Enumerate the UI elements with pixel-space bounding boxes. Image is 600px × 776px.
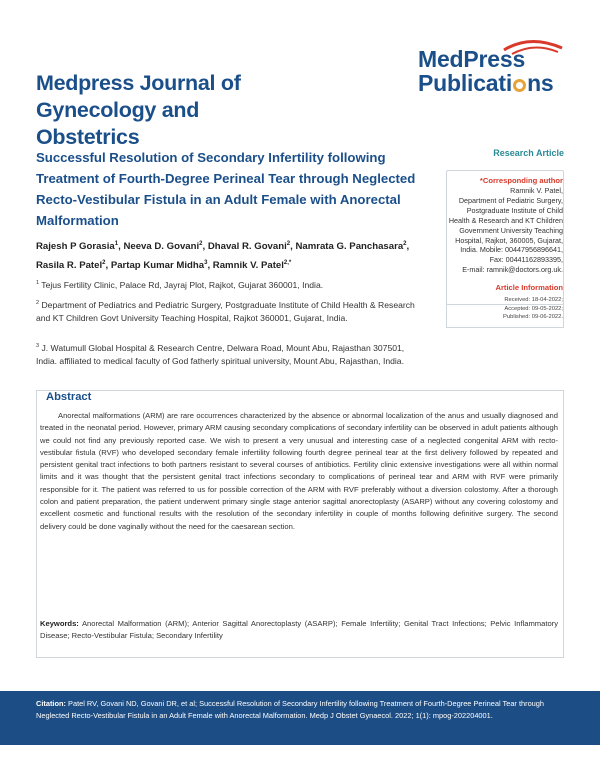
corresponding-email[interactable]: E-mail: ramnik@doctors.org.uk.	[462, 265, 563, 275]
affiliation-3: $^3$ J. Watumull Global Hospital & Research Centre, Delwara Road, Mount Abu, Rajasthan 307501, India. affiliated to medical faculty of God fatherly spiritual university, Mount Abu, Rajasthan, India.	[36, 342, 405, 367]
logo-text-publications: Publicati ns	[418, 70, 554, 96]
author-name: Rajesh P Gorasia	[36, 241, 115, 253]
logo-o-icon	[513, 79, 526, 92]
paper-title: Successful Resolution of Secondary Infertility following Treatment of Fourth-Degree Perineal Tear through Neglected Recto-Vestibular Fistula in an Adult Female with Anorectal Malformation	[36, 150, 416, 228]
author-name: Partap Kumar Midha	[110, 260, 205, 272]
abstract-text: Anorectal malformations (ARM) are rare occurrences characterized by the absence or abnormal localization of the anus and usually diagnosed and treated in the neonatal period. However, primary ARM causing secondary complications of secondary infertility can be observed in adult patients although we could not find any previously reported case. We wish to present a very unusual and interesting case of a neglected congenital ARM with recto-vestibular fistula (RVF) who developed secondary female infertility following fourth degree perineal tear at the first delivery followed by repeated and persistent genital tract infections to both partners resistant to several courses of antibiotics. Fertility clinic extensive investigations were all within normal limits and it was thought that the persistent genital tract infections secondary to complications of perineal tear and ARM with RVF were primarily responsible for it. The patient was referred to us for possible correction of the ARM with RVF preferably without a diversion colostomy. After a thorough colon and patient preparation, the patient underwent primary single stage anterior sagittal anorectoplasty (ASARP) without any covering colostomy and excellent cosmetic and functional results with the resolution of the secondary infertility in couple of months following definitive surgery. The second delivery could be done vaginally without the need for the caesarean section.	[40, 411, 558, 531]
article-info-heading: Article Information	[495, 283, 563, 292]
article-dates	[448, 296, 563, 322]
received-date: Received: 18-04-2022;	[504, 297, 563, 303]
journal-title-line1: Medpress Journal of	[36, 71, 241, 95]
publisher-logo[interactable]	[412, 36, 572, 106]
logo-text-medpress: MedPress	[418, 46, 526, 72]
corresponding-author-heading: *Corresponding author	[479, 176, 563, 185]
corresponding-author-details: Ramnik V. Patel, Department of Pediatric Surgery, Postgraduate Institute of Child Health & Research and KT Children Government University Teaching Hospital, Rajkot, 360005, Gujarat, India. Mobile: 00447956896641, Fax: 00441162893395, E-mail: ramnik@doctors.org.uk.	[448, 186, 563, 275]
author-name: Ramnik V. Patel	[212, 260, 284, 272]
affiliation-1: $^1$ Tejus Fertility Clinic, Palace Rd, Jayraj Plot, Rajkot, Gujarat 360001, India.	[36, 279, 324, 290]
author-name: Neeva D. Govani	[123, 241, 200, 253]
journal-title	[36, 70, 296, 151]
author-list: Rajesh P Gorasia$^1$, Neeva D. Govani$^2$, Dhaval R. Govani$^2$, Namrata G. Panchasara$^2$, Rasila R. Patel$^2$, Partap Kumar Midha$^3$, Ramnik V. Patel$^{2,*}$	[36, 241, 410, 272]
author-name: Rasila R. Patel	[36, 260, 103, 272]
published-date: Published: 09-06-2022.	[503, 314, 563, 320]
accepted-date: Accepted: 09-05-2022;	[504, 305, 563, 312]
affiliation-2: $^2$ Department of Pediatrics and Pediatric Surgery, Postgraduate Institute of Child Health & Research and KT Children Govt University Teaching Hospital, Rajkot 360001, Gujarat, India.	[36, 299, 415, 324]
article-type: Research Article	[493, 148, 564, 158]
author-name: Dhaval R. Govani	[207, 241, 287, 253]
author-name: Namrata G. Panchasara	[295, 241, 404, 253]
citation-text: Citation: Patel RV, Govani ND, Govani DR, et al; Successful Resolution of Secondary Infertility following Treatment of Fourth-Degree Perineal Tear through Neglected Recto-Vestibular Fistula in an Adult Female with Anorectal Malformation. Medp J Obstet Gynaecol. 2022; 1(1): mpog-202204001.	[36, 699, 545, 720]
journal-title-line2: Gynecology and Obstetrics	[36, 98, 200, 149]
abstract-heading: Abstract	[46, 391, 92, 403]
keywords: Keywords: Anorectal Malformation (ARM); Anterior Sagittal Anorectoplasty (ASARP); Female Infertility; Genital Tract Infections; Pelvic Inflammatory Disease; Recto-Vestibular Fistula; Secondary Infertility	[40, 619, 558, 641]
